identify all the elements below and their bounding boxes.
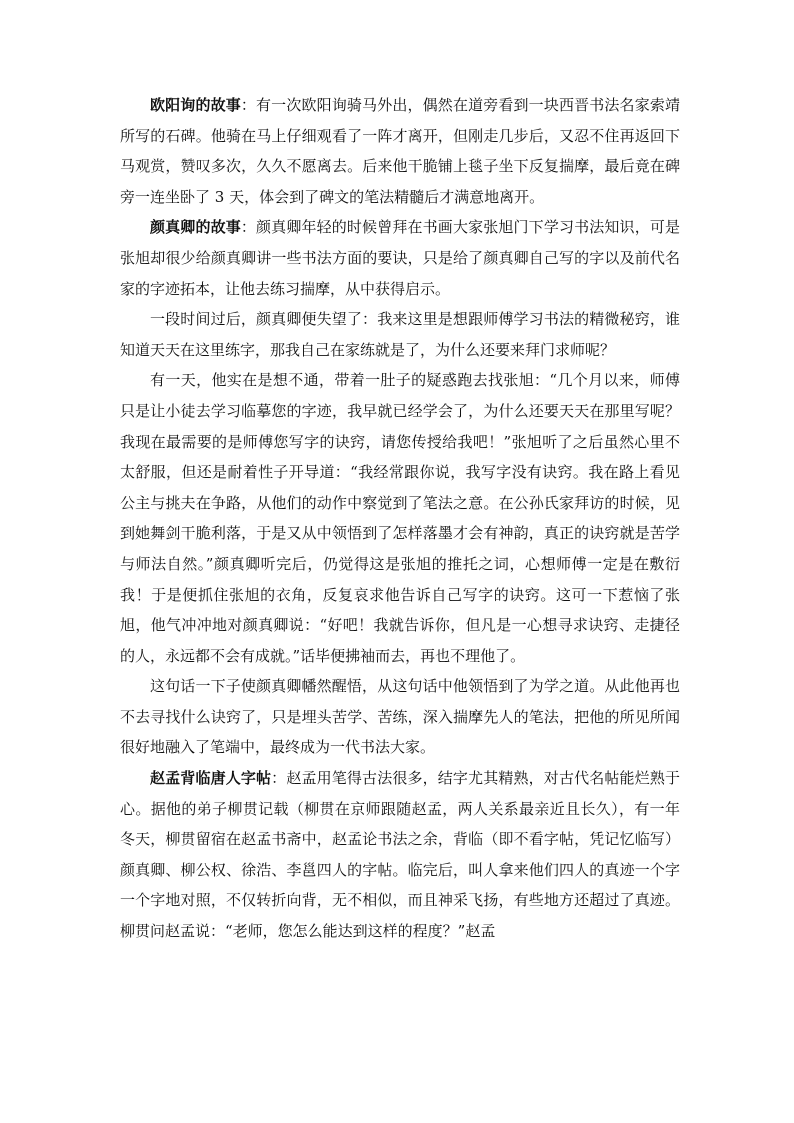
paragraph-text: ：有一次欧阳询骑马外出，偶然在道旁看到一块西晋书法名家索靖所写的石碑。他骑在马上仔细观看了一阵才离开，但刚走几步后，又忍不住再返回下马观赏，赞叹多次，久久不愿离去。后来他干脆铺上毯子坐下反复揣摩，最后竟在碑旁一连坐卧了 3 天，体会到了碑文的笔法精髓后才满意地离开。 (120, 96, 680, 206)
paragraph-text: 有一天，他实在是想不通，带着一肚子的疑惑跑去找张旭：“几个月以来，师傅只是让小徒去学习临摹您的字迹，我早就已经学会了，为什么还要天天在那里写呢？我现在最需要的是师傅您写字的诀窍，请您传授给我吧！”张旭听了之后虽然心里不太舒服，但还是耐着性子开导道：“我经常跟你说，我写字没有诀窍。我在路上看见公主与挑夫在争路，从他们的动作中察觉到了笔法之意。在公孙氏家拜访的时候，见到她舞剑干脆利落，于是又从中领悟到了怎样落墨才会有神韵，真正的诀窍就是苦学与师法自然。”颜真卿听完后，仍觉得这是张旭的推托之词，心想师傅一定是在敷衍我！于是便抓住张旭的衣角，反复哀求他告诉自己写字的诀窍。这可一下惹恼了张旭，他气冲冲地对颜真卿说：“好吧！我就告诉你，但凡是一心想寻求诀窍、走捷径的人，永远都不会有成就。”话毕便拂袖而去，再也不理他了。 (120, 371, 680, 665)
paragraph-dialogue (120, 365, 680, 671)
document-body (120, 90, 680, 947)
paragraph-text: ：赵孟用笔得古法很多，结字尤其精熟，对古代名帖能烂熟于心。据他的弟子柳贯记载（柳贯在京师跟随赵孟，两人关系最亲近且长久），有一年冬天，柳贯留宿在赵孟书斋中，赵孟论书法之余，背临（即不看字帖，凭记忆临写）颜真卿、柳公权、徐浩、李邕四人的字帖。临完后，叫人拿来他们四人的真迹一个字一个字地对照，不仅转折向背，无不相似，而且神采飞扬，有些地方还超过了真迹。柳贯问赵孟说：“老师，您怎么能达到这样的程度？”赵孟 (120, 769, 680, 941)
paragraph-lead: 赵孟背临唐人字帖 (150, 769, 272, 788)
paragraph-ouyang-xun (120, 90, 680, 212)
paragraph-zhao-meng (120, 763, 680, 947)
paragraph-lead: 颜真卿的故事 (150, 218, 241, 237)
paragraph-text: 这句话一下子使颜真卿幡然醒悟，从这句话中他领悟到了为学之道。从此他再也不去寻找什么诀窍了，只是埋头苦学、苦练，深入揣摩先人的笔法，把他的所见所闻很好地融入了笔端中，最终成为一代书法大家。 (120, 677, 680, 757)
paragraph-text: 一段时间过后，颜真卿便失望了：我来这里是想跟师傅学习书法的精微秘窍，谁知道天天在这里练字，那我自己在家练就是了，为什么还要来拜门求师呢？ (120, 310, 680, 359)
paragraph-disappointment (120, 304, 680, 365)
paragraph-text: ：颜真卿年轻的时候曾拜在书画大家张旭门下学习书法知识，可是张旭却很少给颜真卿讲一些书法方面的要诀，只是给了颜真卿自己写的字以及前代名家的字迹拓本，让他去练习揣摩，从中获得启示。 (120, 218, 680, 298)
paragraph-enlightenment (120, 671, 680, 763)
paragraph-lead: 欧阳询的故事 (150, 96, 241, 114)
paragraph-yan-zhenqing (120, 212, 680, 304)
